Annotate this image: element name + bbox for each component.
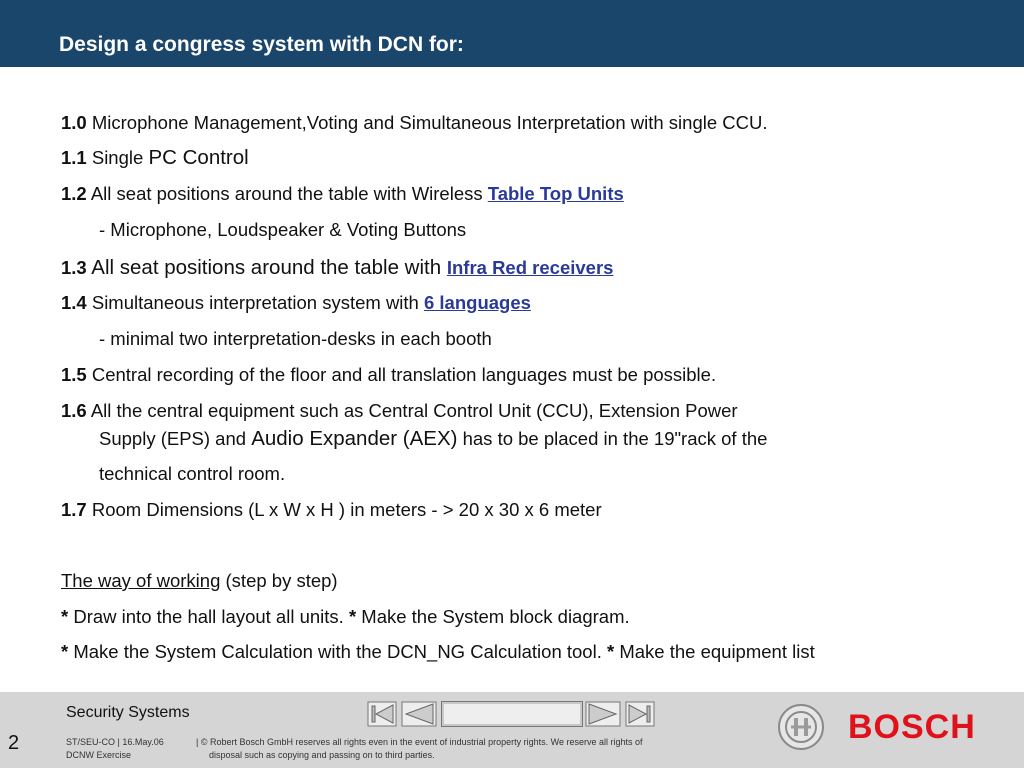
step-text: Draw into the hall layout all units.	[68, 606, 349, 627]
footer-copyright-2: disposal such as copying and passing on to third parties.	[209, 750, 435, 760]
skip-back-icon	[367, 701, 397, 727]
item-1-6-cont	[99, 426, 767, 451]
footer-section-title: Security Systems	[66, 704, 190, 721]
sub-text: has to be placed in the 19"rack of the	[457, 428, 768, 449]
bullet-star: *	[607, 641, 615, 662]
working-step-2	[61, 639, 815, 664]
slide-footer	[0, 692, 1024, 768]
link-6-languages[interactable]: 6 languages	[423, 292, 531, 313]
step-text: Make the equipment list	[614, 641, 815, 662]
sub-text: technical control room.	[99, 463, 286, 484]
link-infra-red-receivers[interactable]: Infra Red receivers	[446, 257, 614, 278]
step-text: Make the System block diagram.	[356, 606, 630, 627]
item-text: Single	[86, 147, 149, 168]
item-number: 1.4	[61, 292, 87, 313]
item-text: All seat positions around the table with	[86, 256, 447, 279]
item-number: 1.0	[61, 112, 87, 133]
item-text-emphasis: PC Control	[148, 146, 249, 169]
footer-meta-line-1	[66, 736, 164, 748]
working-heading: The way of working	[61, 570, 221, 591]
skip-forward-icon	[625, 701, 655, 727]
item-text: Simultaneous interpretation system with	[86, 292, 424, 313]
footer-separator: |	[117, 737, 120, 747]
next-slide-button[interactable]	[585, 701, 613, 727]
step-text: Make the System Calculation with the DCN_NG Calculation tool.	[68, 641, 607, 662]
item-text: Central recording of the floor and all translation languages must be possible.	[86, 364, 717, 385]
item-1-2-sub	[99, 217, 466, 242]
bullet-star: *	[61, 641, 69, 662]
item-1-5	[61, 362, 716, 387]
item-number: 1.7	[61, 499, 87, 520]
bullet-star: *	[348, 606, 357, 627]
bosch-armature-logo-icon	[778, 704, 824, 750]
item-1-7	[61, 497, 602, 522]
working-heading-suffix: (step by step)	[220, 570, 338, 591]
item-1-0	[61, 110, 768, 135]
bullet-star: *	[61, 606, 69, 627]
sub-text-emphasis: Audio Expander (AEX)	[251, 427, 458, 450]
previous-slide-button[interactable]	[401, 701, 429, 727]
item-1-4	[61, 290, 531, 315]
slide-header	[0, 0, 1024, 67]
item-1-3	[61, 255, 613, 280]
sub-text: Supply (EPS) and	[99, 428, 252, 449]
item-number: 1.2	[61, 183, 87, 204]
footer-dept: ST/SEU-CO	[66, 737, 116, 747]
slide-progress-bar[interactable]	[441, 701, 583, 727]
bosch-wordmark: BOSCH	[848, 708, 976, 746]
slide-title: Design a congress system with DCN for:	[59, 33, 464, 56]
item-number: 1.6	[61, 400, 87, 421]
item-text: All the central equipment such as Central Control Unit (CCU), Extension Power	[86, 400, 738, 421]
back-arrow-icon	[401, 701, 437, 727]
sub-text: - minimal two interpretation-desks in each booth	[99, 328, 492, 349]
item-text: All seat positions around the table with Wireless	[86, 183, 488, 204]
item-number: 1.5	[61, 364, 87, 385]
item-1-1	[61, 145, 249, 170]
footer-copyright-1: | © Robert Bosch GmbH reserves all rights even in the event of industrial property rights. We reserve all rights of	[196, 737, 643, 747]
link-table-top-units[interactable]: Table Top Units	[487, 183, 624, 204]
item-text: Room Dimensions (L x W x H ) in meters - > 20 x 30 x 6 meter	[86, 499, 602, 520]
forward-arrow-icon	[585, 701, 621, 727]
item-number: 1.3	[61, 257, 87, 278]
item-number: 1.1	[61, 147, 87, 168]
item-1-6-cont2	[99, 461, 285, 486]
sub-text: - Microphone, Loudspeaker & Voting Buttons	[99, 219, 467, 240]
page-number: 2	[8, 732, 20, 754]
working-step-1	[61, 604, 630, 629]
item-1-2	[61, 181, 624, 206]
item-text: Microphone Management,Voting and Simultaneous Interpretation with single CCU.	[86, 112, 768, 133]
item-1-4-sub	[99, 326, 492, 351]
working-heading-line	[61, 568, 338, 593]
item-1-6	[61, 398, 738, 423]
first-slide-button[interactable]	[367, 701, 395, 727]
footer-doc: DCNW Exercise	[66, 750, 132, 760]
last-slide-button[interactable]	[625, 701, 653, 727]
footer-date: 16.May.06	[122, 737, 164, 747]
